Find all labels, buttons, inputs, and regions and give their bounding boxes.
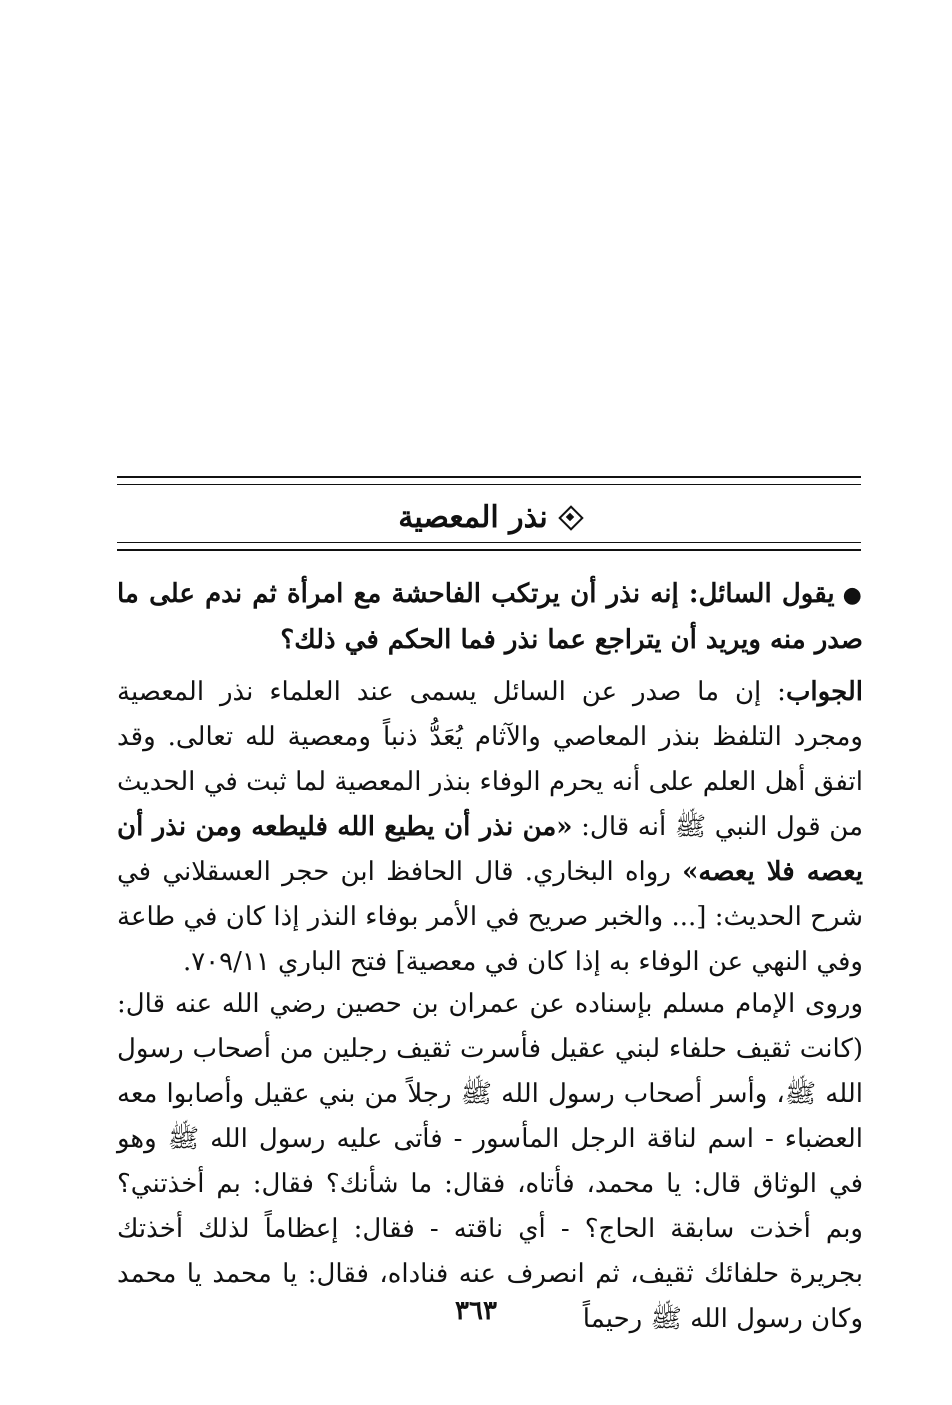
bullet-icon: ● (842, 582, 863, 608)
diamond-icon (560, 507, 580, 527)
answer-text-part2: رواه البخاري. قال الحافظ ابن حجر العسقلاني في شرح الحديث: [... والخبر صريح في الأمر بوفاء النذر إذا كان في طاعة وفي النهي عن الوفاء به إذا كان في معصية] فتح الباري ٧٠٩/١١. (117, 857, 863, 977)
answer-label: الجواب (785, 677, 863, 707)
question-paragraph (117, 572, 863, 663)
page-number: ٣٦٣ (455, 1296, 497, 1326)
bottom-rule-inner (117, 542, 861, 543)
section-title: نذر المعصية (398, 499, 548, 535)
answer-paragraph (117, 670, 863, 985)
hadith-quote: «من نذر أن يطيع الله فليطعه ومن نذر أن يعصه فلا يعصه» (117, 812, 864, 887)
answer-text-part1: : إن ما صدر عن السائل يسمى عند العلماء نذر المعصية ومجرد التلفظ بنذر المعاصي والآثام يُعَدُّ ذنباً ومعصية لله تعالى. وقد اتفق أهل العلم على أنه يحرم الوفاء بنذر المعصية لما ثبت في الحديث من قول النبي ﷺ أنه قال: (117, 677, 863, 842)
narration-paragraph (117, 982, 863, 1342)
question-text: يقول السائل: إنه نذر أن يرتكب الفاحشة مع امرأة ثم ندم على ما صدر منه ويريد أن يتراجع عما نذر فما الحكم في ذلك؟ (117, 579, 863, 655)
section-heading (117, 494, 861, 540)
top-rule-outer (117, 476, 861, 478)
top-rule-inner (117, 484, 861, 485)
narration-text: وروى الإمام مسلم بإسناده عن عمران بن حصين رضي الله عنه قال: (كانت ثقيف حلفاء لبني عقيل فأسرت ثقيف رجلين من أصحاب رسول الله ﷺ، وأسر أصحاب رسول الله ﷺ رجلاً من بني عقيل وأصابوا معه العضباء - اسم لناقة الرجل المأسور - فأتى عليه رسول الله ﷺ وهو في الوثاق قال: يا محمد، فأتاه، فقال: ما شأنك؟ فقال: بم أخذتني؟ وبم أخذت سابقة الحاج؟ - أي ناقته - فقال: إعظاماً لذلك أخذتك بجريرة حلفائك ثقيف، ثم انصرف عنه فناداه، فقال: يا محمد يا محمد وكان رسول الله ﷺ رحيماً (117, 989, 863, 1334)
bottom-rule-outer (117, 549, 861, 551)
